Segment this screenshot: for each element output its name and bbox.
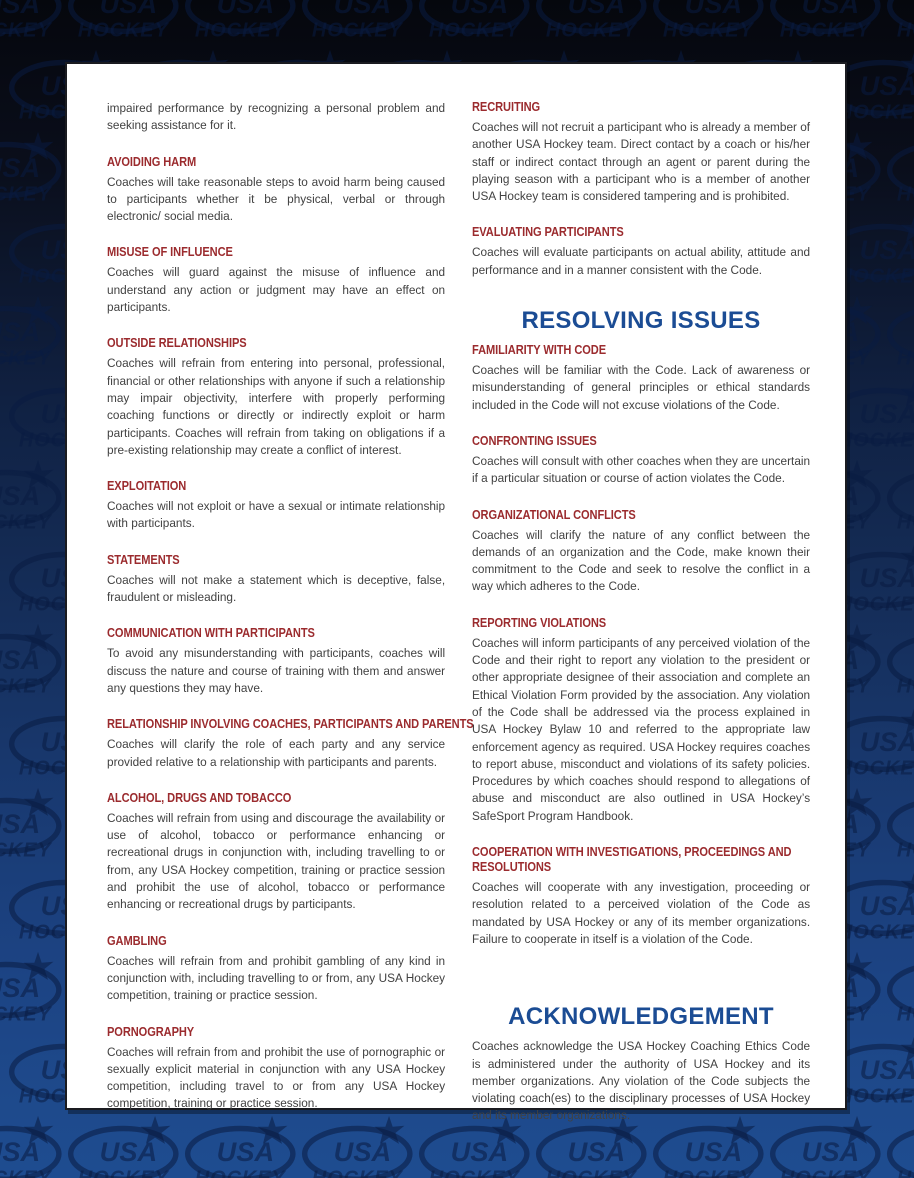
section-heading: AVOIDING HARM	[107, 154, 197, 169]
section-confronting-issues	[472, 434, 810, 488]
usa-hockey-logo-watermark	[0, 622, 68, 700]
usa-hockey-logo-watermark	[0, 130, 68, 208]
usa-hockey-logo-watermark	[886, 1114, 914, 1178]
section-familiarity-with-code	[472, 343, 810, 414]
section-reporting-violations	[472, 616, 810, 825]
usa-hockey-logo-watermark	[0, 950, 68, 1028]
two-column-layout	[107, 100, 811, 1125]
section-body: Coaches will consult with other coaches when they are uncertain if a particular situation or course of action violates the Code.	[472, 453, 811, 486]
section-heading: OUTSIDE RELATIONSHIPS	[107, 336, 247, 351]
usa-hockey-logo-watermark	[418, 0, 536, 44]
section-heading: REPORTING VIOLATIONS	[472, 615, 607, 630]
section-heading: COOPERATION WITH INVESTIGATIONS, PROCEEDINGS AND RESOLUTIONS	[472, 845, 792, 875]
section-heading: PORNOGRAPHY	[107, 1024, 195, 1039]
section-heading: FAMILIARITY WITH CODE	[472, 343, 607, 358]
section-body: Coaches will refrain from and prohibit gambling of any kind in conjunction with, including travelling to or from, any USA Hockey competition, training or practice session.	[107, 953, 446, 1003]
section-body: Coaches will not make a statement which is deceptive, false, fraudulent or misleading.	[107, 572, 446, 605]
section-communication-with-participants	[107, 626, 445, 697]
usa-hockey-logo-watermark	[886, 294, 914, 372]
section-body: Coaches will inform participants of any perceived violation of the Code and their right to report any violation to the president or other appropriate designee of their association and complete an Ethical Violation Form provided by the association. Any violation of the Code shall be addressed via the process explained in USA Hockey Bylaw 10 and referred to the appropriate law enforcement agency as required. USA Hockey requires coaches to report abuse, misconduct and violations of its safety policies. Procedures by which coaches should respond to allegations of abuse and misconduct are also outlined in USA Hockey’s SafeSport Program Handbook.	[472, 635, 811, 823]
usa-hockey-logo-watermark	[0, 0, 68, 44]
usa-hockey-logo-watermark	[184, 0, 302, 44]
section-body: Coaches will guard against the misuse of influence and understand any action or judgment may have an effect on participants.	[107, 265, 446, 315]
section-pornography	[107, 1025, 445, 1113]
section-body: Coaches will not recruit a participant who is already a member of another USA Hockey team. Direct contact by a coach or his/her staff or indirect contact through an agent or parent during the playing season with a participant who is a member of another USA Hockey team is considered tampering and is prohibited.	[472, 120, 811, 204]
resolving-issues-heading: RESOLVING ISSUES	[521, 307, 761, 335]
section-body: Coaches will evaluate participants on actual ability, attitude and performance and in a manner consistent with the Code.	[472, 245, 811, 277]
section-body: Coaches will take reasonable steps to avoid harm being caused to participants whether it be physical, verbal or through electronic/ social media.	[107, 174, 446, 224]
section-heading: MISUSE OF INFLUENCE	[107, 245, 233, 260]
section-heading: GAMBLING	[107, 933, 167, 948]
section-body: Coaches will refrain from using and discourage the availability or use of alcohol, tobacco or performance enhancing or recreational drugs in conjunction with, including travelling to or from, any USA Hockey competition, training or practice session and prohibit the use of alcohol, tobacco or performance enhancing or recreational drugs by participants.	[107, 810, 446, 912]
section-recruiting	[472, 100, 810, 205]
section-misuse-of-influence	[107, 245, 445, 316]
section-statements	[107, 553, 445, 607]
section-heading: ALCOHOL, DRUGS AND TOBACCO	[107, 790, 292, 805]
left-column	[107, 100, 474, 1125]
usa-hockey-logo-watermark	[886, 130, 914, 208]
section-exploitation	[107, 479, 445, 533]
section-heading: STATEMENTS	[107, 552, 180, 567]
section-body: Coaches will refrain from entering into personal, professional, financial or other relationships with anyone if such a relationship may impair objectivity, interfere with properly performing coaching functions or directly or indirectly exploit or harm participants. Coaches will refrain from taking on obligations if a pre-existing relationship may create a conflict of interest.	[107, 356, 446, 457]
acknowledgement-body: Coaches acknowledge the USA Hockey Coaching Ethics Code is administered under the authority of USA Hockey and its member organizations. Any violation of the Code subjects the violating coach(es) to the disciplinary processes of USA Hockey and its member organizations.	[472, 1039, 811, 1123]
section-cooperation-with-investigations	[472, 845, 810, 948]
right-column	[472, 100, 810, 1125]
usa-hockey-logo-watermark	[886, 0, 914, 44]
section-body: Coaches will not exploit or have a sexual or intimate relationship with participants.	[107, 499, 446, 531]
document-page	[65, 62, 847, 1123]
acknowledgement-heading: ACKNOWLEDGEMENT	[508, 1003, 774, 1031]
intro-paragraph-continued: impaired performance by recognizing a personal problem and seeking assistance for it.	[107, 101, 446, 133]
section-body: Coaches will refrain from and prohibit the use of pornographic or sexually explicit material in conjunction with any USA Hockey competition, including travel to or from any USA Hockey competition, training or practice session.	[107, 1044, 446, 1111]
usa-hockey-logo-watermark	[886, 950, 914, 1028]
section-heading: ORGANIZATIONAL CONFLICTS	[472, 507, 636, 522]
usa-hockey-logo-watermark	[301, 0, 419, 44]
usa-hockey-logo-watermark	[0, 294, 68, 372]
section-organizational-conflicts	[472, 508, 810, 596]
section-body: To avoid any misunderstanding with participants, coaches will discuss the nature and course of training with them and answer any questions they may have.	[107, 646, 446, 695]
section-body: Coaches will clarify the nature of any conflict between the demands of an organization and the Code, make known their commitment to the Code and seek to resolve the conflict in a way which adheres to the Code.	[472, 527, 811, 594]
usa-hockey-logo-watermark	[652, 0, 770, 44]
section-heading: EXPLOITATION	[107, 479, 187, 494]
usa-hockey-logo-watermark	[535, 0, 653, 44]
usa-hockey-logo-watermark	[0, 1114, 68, 1178]
section-avoiding-harm	[107, 155, 445, 226]
section-body: Coaches will be familiar with the Code. Lack of awareness or misunderstanding of general principles or ethical standards included in the Code will not excuse violations of the Code.	[472, 363, 811, 412]
section-body: Coaches will clarify the role of each party and any service provided relative to a relationship with participants and parents.	[107, 737, 446, 769]
usa-hockey-logo-watermark	[769, 0, 887, 44]
section-body: Coaches will cooperate with any investigation, proceeding or resolution related to a perceived violation of the Code as mandated by USA Hockey or any of its member organizations. Failure to cooperate in itself is a violation of the Code.	[472, 880, 811, 946]
section-alcohol-drugs-tobacco	[107, 791, 445, 914]
section-heading: RELATIONSHIP INVOLVING COACHES, PARTICIPANTS AND PARENTS	[107, 717, 474, 732]
section-gambling	[107, 934, 445, 1005]
usa-hockey-logo-watermark	[886, 458, 914, 536]
usa-hockey-logo-watermark	[0, 786, 68, 864]
section-heading: CONFRONTING ISSUES	[472, 433, 597, 448]
section-heading: EVALUATING PARTICIPANTS	[472, 225, 624, 240]
usa-hockey-logo-watermark	[886, 622, 914, 700]
section-outside-relationships	[107, 336, 445, 459]
section-heading: COMMUNICATION WITH PARTICIPANTS	[107, 626, 315, 641]
section-heading: RECRUITING	[472, 100, 541, 114]
section-evaluating-participants	[472, 225, 810, 279]
usa-hockey-logo-watermark	[67, 0, 185, 44]
section-relationship-involving-coaches-participants-parents	[107, 717, 474, 771]
usa-hockey-logo-watermark	[886, 786, 914, 864]
usa-hockey-logo-watermark	[0, 458, 68, 536]
